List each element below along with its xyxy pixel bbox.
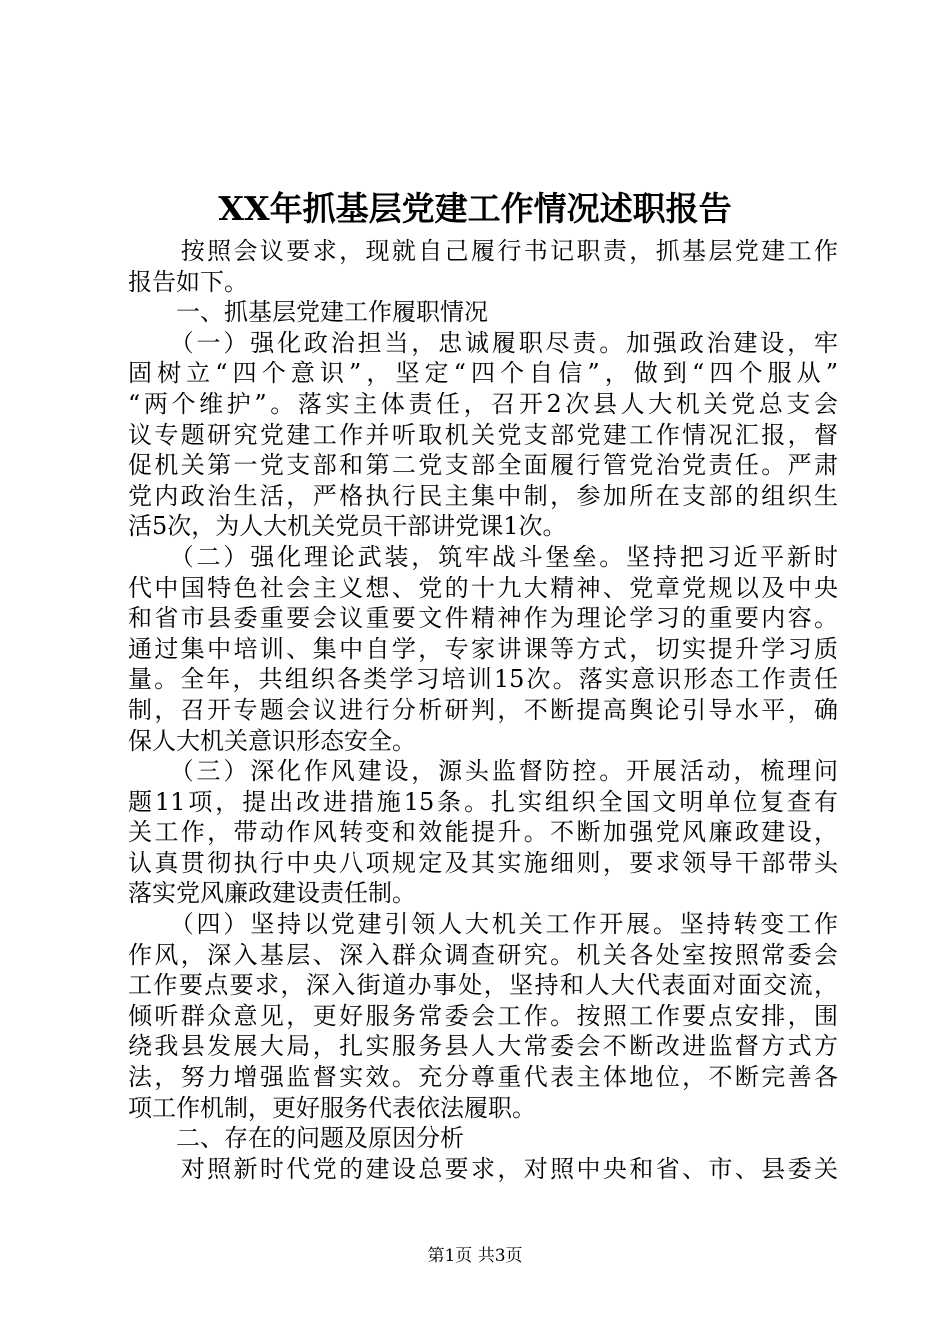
text-line: 项工作机制，更好服务代表依法履职。 [128,1093,536,1122]
text-line: 题11项，提出改进措施15条。扎实组织全国文明单位复查有 [128,787,838,816]
text-line: 促机关第一党支部和第二党支部全面履行管党治党责任。严肃 [128,451,838,480]
text-line: 活5次，为人大机关党员干部讲党课1次。 [128,512,567,541]
text-line: 关工作，带动作风转变和效能提升。不断加强党风廉政建设， [128,818,838,847]
text-line: （三）深化作风建设，源头监督防控。开展活动，梳理问 [128,757,838,786]
document-body [128,236,838,1184]
text-line: 代中国特色社会主义想、党的十九大精神、党章党规以及中央 [128,573,838,602]
text-line: （二）强化理论武装，筑牢战斗堡垒。坚持把习近平新时 [128,542,838,571]
page-footer: 第1页 共3页 [427,1246,523,1266]
text-line: 二、存在的问题及原因分析 [128,1124,464,1153]
text-line: 通过集中培训、集中自学，专家讲课等方式，切实提升学习质 [128,634,838,663]
text-line: 认真贯彻执行中央八项规定及其实施细则，要求领导干部带头 [128,848,838,877]
text-line: 一、抓基层党建工作履职情况 [128,298,488,327]
text-line: 按照会议要求，现就自己履行书记职责，抓基层党建工作 [128,237,838,265]
text-line: 制，召开专题会议进行分析研判，不断提高舆论引导水平，确 [128,695,838,724]
text-line: 倾听群众意见，更好服务常委会工作。按照工作要点安排，围 [128,1001,838,1030]
text-line: 和省市县委重要会议重要文件精神作为理论学习的重要内容。 [128,604,838,633]
text-line: “两个维护”。落实主体责任，召开2次县人大机关党总支会 [128,389,838,418]
document-title: XX年抓基层党建工作情况述职报告 [218,189,732,228]
text-line: （一）强化政治担当，忠诚履职尽责。加强政治建设，牢 [128,328,838,357]
text-line: 党内政治生活，严格执行民主集中制，参加所在支部的组织生 [128,481,838,510]
text-line: （四）坚持以党建引领人大机关工作开展。坚持转变工作 [128,910,838,939]
text-line: 固树立“四个意识”，坚定“四个自信”，做到“四个服从” [128,359,838,388]
text-line: 保人大机关意识形态安全。 [128,726,416,755]
text-line: 落实党风廉政建设责任制。 [128,879,416,908]
text-line: 量。全年，共组织各类学习培训15次。落实意识形态工作责任 [128,665,838,694]
text-line: 绕我县发展大局，扎实服务县人大常委会不断改进监督方式方 [128,1032,838,1061]
text-line: 法，努力增强监督实效。充分尊重代表主体地位，不断完善各 [128,1063,838,1092]
text-line: 对照新时代党的建设总要求，对照中央和省、市、县委关 [128,1154,838,1183]
text-line: 议专题研究党建工作并听取机关党支部党建工作情况汇报，督 [128,420,838,449]
text-line: 工作要点要求，深入街道办事处，坚持和人大代表面对面交流， [128,971,838,1000]
text-line: 报告如下。 [128,267,248,296]
text-line: 作风，深入基层、深入群众调查研究。机关各处室按照常委会 [128,940,838,969]
